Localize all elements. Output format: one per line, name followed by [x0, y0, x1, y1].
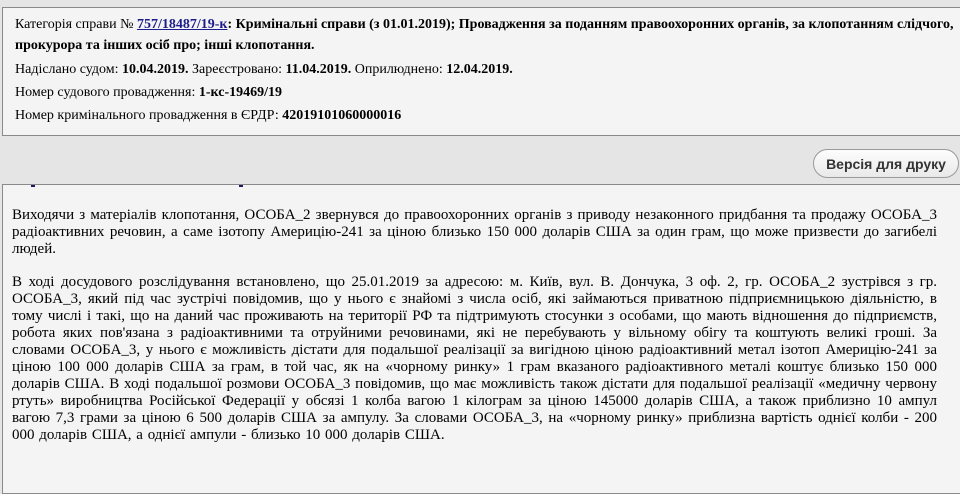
proceeding-number: 1-кс-19469/19	[198, 85, 283, 100]
erdr-label: Номер кримінального провадження в ЄРДР:	[15, 108, 279, 123]
case-info-panel	[2, 7, 960, 136]
case-number-link[interactable]: 757/18487/19-к	[136, 17, 228, 32]
case-dates	[15, 61, 959, 78]
published-label: Оприлюднено:	[354, 62, 443, 77]
clipped-text-fragment	[239, 185, 243, 187]
clipped-text-fragment	[31, 185, 35, 187]
print-version-button[interactable]: Версія для друку	[813, 149, 959, 178]
category-value: : Кримінальні справи (з 01.01.2019); Провадження за поданням правоохоронних органів, за клопотанням слідчого, прокурора та інших осіб про; інші клопотання.	[15, 17, 954, 53]
category-label: Категорія справи №	[15, 17, 134, 32]
sent-date: 10.04.2019.	[122, 62, 189, 77]
document-text	[12, 207, 937, 460]
document-frame	[2, 184, 960, 494]
proceeding-label: Номер судового провадження:	[15, 85, 196, 100]
document-paragraph: Виходячи з матеріалів клопотання, ОСОБА_2 звернувся до правоохоронних органів з приводу незаконного придбання та продажу ОСОБА_3 радіоактивних речовин, а саме ізотопу Америцію-241 за ціною близько 150 000 доларів США за один грам, що може призвести до загибелі людей.	[12, 207, 937, 257]
registered-label: Зареєстровано:	[192, 62, 282, 77]
document-paragraph: В ході досудового розслідування встановлено, що 25.01.2019 за адресою: м. Київ, вул. В. Дончука, 3 оф. 2, гр. ОСОБА_2 зустрівся з гр. ОСОБА_3, який під час зустрічі повідомив, що у нього є знайомі з числа осіб, які займаються приватною підприємницькою діяльністю, в тому числі і такі, що на даний час проживають на території РФ та підтримують стосунки з особами, що мають відношення до підприємств, робота яких пов'язана з радіоактивними та отруйними речовинами, які не перебувають у вільному обігу та коштують великі гроші. За словами ОСОБА_3, у нього є можливість дістати для подальшої реалізації за вигідною ціною радіоактивний метал ізотоп Америцію-241 за ціною 100 000 доларів США за грам, в той час, як на «чорному ринку» 1 грам вказаного радіоактивного металі коштує близько 150 000 доларів США. В ході подальшої розмови ОСОБА_3 повідомив, що має можливість також дістати для подальшої реалізації «медичну червону ртуть» виробництва Російської Федерації у обсязі 1 колба вагою 1 кілограм за ціною 145000 доларів США, а також приблизно 10 ампул вагою 7,3 грами за ціною 6 500 доларів США за ампулу. За словами ОСОБА_3, на «чорному ринку» приблизна вартість однієї колби - 200 000 доларів США, а однієї ампули - близько 10 000 доларів США.	[12, 274, 937, 443]
erdr-proceeding	[15, 107, 959, 124]
erdr-number: 42019101060000016	[282, 108, 402, 123]
published-date: 12.04.2019.	[446, 62, 513, 77]
registered-date: 11.04.2019.	[285, 62, 352, 77]
case-category	[15, 14, 959, 56]
sent-label: Надіслано судом:	[15, 62, 119, 77]
court-proceeding	[15, 84, 959, 101]
